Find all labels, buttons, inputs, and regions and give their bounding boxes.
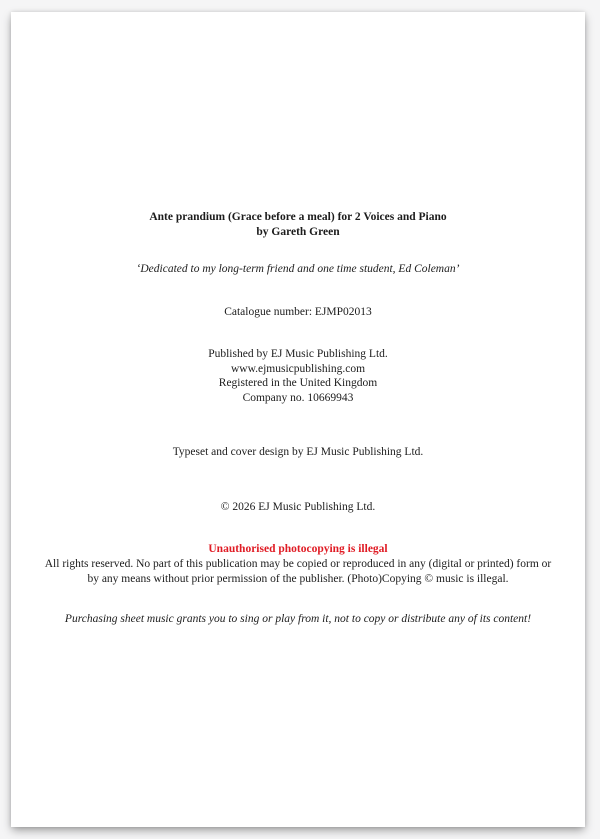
publisher-registration: Registered in the United Kingdom xyxy=(218,377,378,390)
copyright-notice: © 2026 EJ Music Publishing Ltd. xyxy=(220,501,376,513)
legal-block xyxy=(11,542,585,586)
publisher-name: Published by EJ Music Publishing Ltd. xyxy=(208,348,388,360)
publisher-company-number: Company no. 10669943 xyxy=(242,392,354,405)
document-page xyxy=(11,12,585,827)
rights-statement-line1: All rights reserved. No part of this publication may be copied or reproduced in any (digital or printed) form or xyxy=(44,557,552,570)
typeset-credit: Typeset and cover design by EJ Music Publishing Ltd. xyxy=(172,446,424,458)
purchase-note: Purchasing sheet music grants you to sing or play from it, not to copy or distribute any of its content! xyxy=(64,613,532,625)
photocopying-warning: Unauthorised photocopying is illegal xyxy=(208,543,388,555)
dedication-text: ‘Dedicated to my long-term friend and one time student, Ed Coleman’ xyxy=(136,263,460,275)
catalogue-number: Catalogue number: EJMP02013 xyxy=(224,306,372,318)
publisher-block xyxy=(11,347,585,406)
rights-statement-line2: by any means without prior permission of the publisher. (Photo)Copying © music is illegal. xyxy=(87,572,509,585)
title-block xyxy=(11,210,585,239)
byline: by Gareth Green xyxy=(256,225,340,238)
publisher-website: www.ejmusicpublishing.com xyxy=(230,362,366,375)
page-title: Ante prandium (Grace before a meal) for 2 Voices and Piano xyxy=(149,211,447,223)
